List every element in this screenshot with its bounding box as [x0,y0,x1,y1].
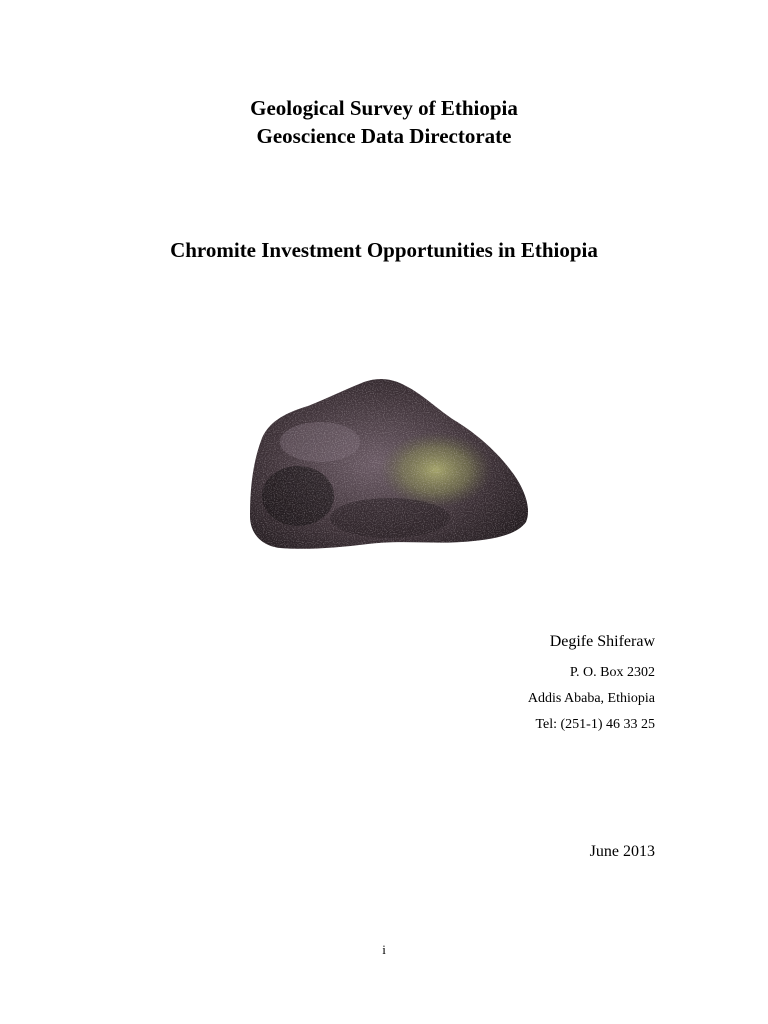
city-country: Addis Ababa, Ethiopia [527,691,655,706]
organization-name: Geological Survey of Ethiopia [250,96,518,120]
po-box: P. O. Box 2302 [569,665,655,680]
page-number: i [382,942,386,957]
telephone: Tel: (251-1) 46 33 25 [535,717,655,732]
document-title: Chromite Investment Opportunities in Ethiopia [170,238,598,262]
author-name: Degife Shiferaw [549,633,655,650]
publication-date: June 2013 [589,843,655,860]
directorate-name: Geoscience Data Directorate [256,124,512,148]
organization-header [0,94,768,150]
author-contact-block [528,632,655,742]
chromite-rock-image [240,368,540,558]
